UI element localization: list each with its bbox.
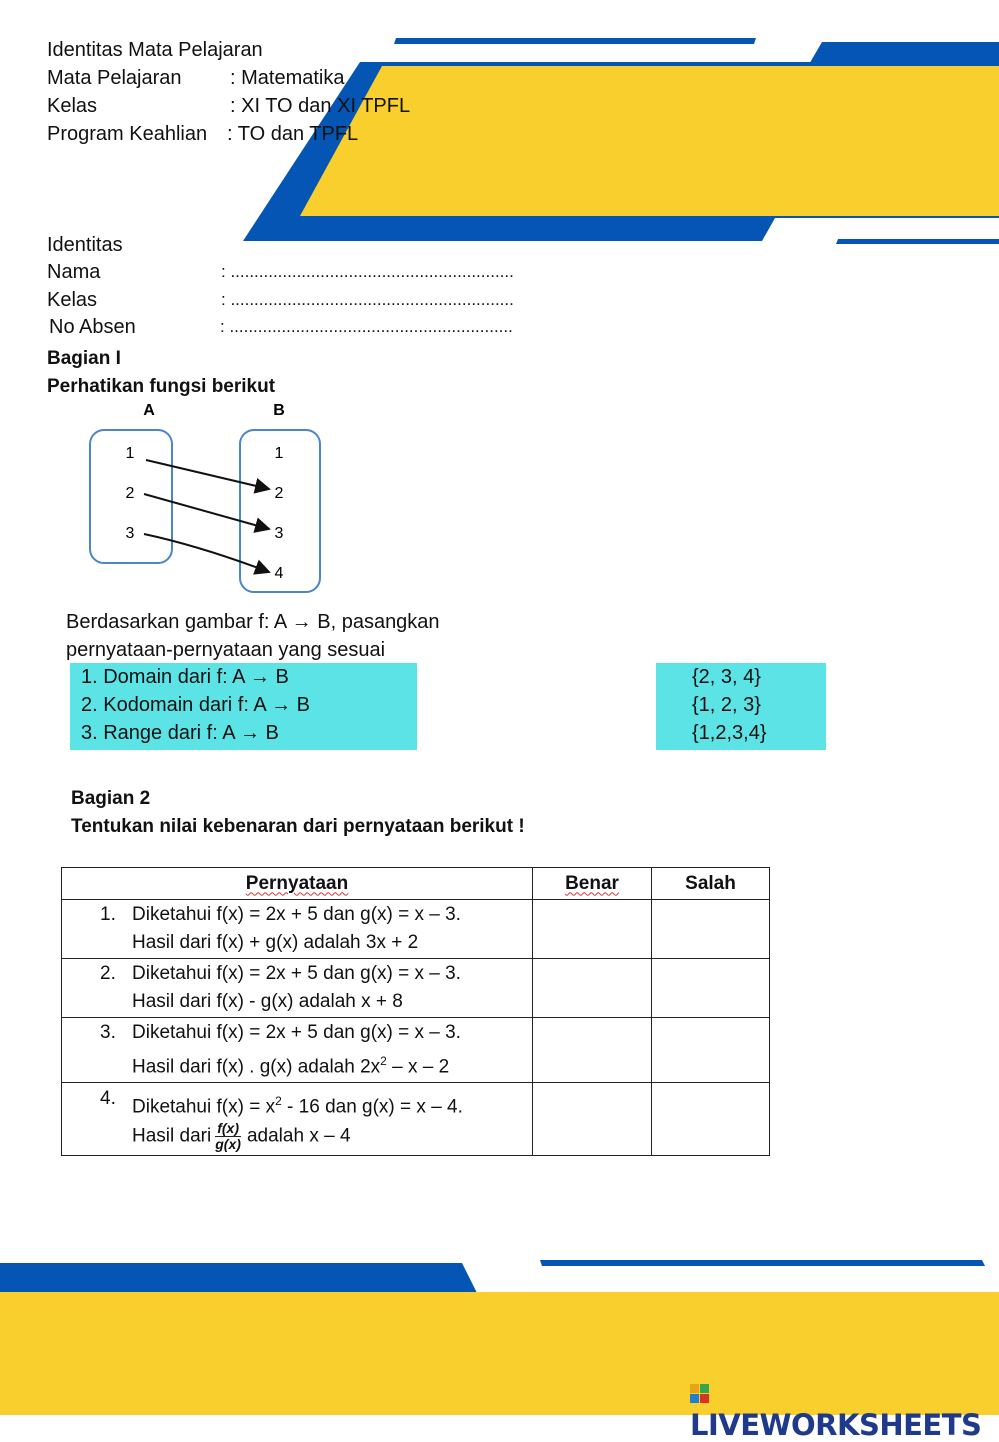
match-answer[interactable]: {1,2,3,4} [692, 722, 767, 744]
false-answer-cell[interactable] [652, 900, 770, 959]
student-class-label: Kelas [47, 289, 98, 311]
table-row [62, 1018, 770, 1083]
match-statement[interactable]: 3. Range dari f: A → B [81, 722, 279, 744]
statement-cell: 4. Diketahui $f(x) = x^2 - 16$ dan g(x) = x – 4. Hasil dari $\frac{f(x)}{g(x)}$ adalah x – 4 [62, 1083, 533, 1156]
match-answer[interactable]: {2, 3, 4} [692, 666, 761, 688]
instruction-line-2: pernyataan-pernyataan yang sesuai [66, 639, 386, 661]
class-label: Kelas [47, 95, 98, 117]
set-a-label: A [143, 402, 155, 419]
table-row [62, 1083, 770, 1156]
absence-number-label: No Absen [49, 316, 136, 338]
footer-blue-stripe [540, 1260, 985, 1266]
mapping-arrow [144, 494, 269, 529]
absence-number-field[interactable]: : ............................................................ [220, 317, 513, 336]
function-mapping-diagram [80, 396, 340, 596]
false-answer-cell[interactable] [652, 1083, 770, 1156]
false-answer-cell[interactable] [652, 1018, 770, 1083]
column-header-statement: Pernyataan [62, 868, 533, 900]
student-identity-heading: Identitas [47, 234, 123, 256]
truth-table [61, 867, 770, 1156]
part1-title: Bagian I [47, 348, 121, 369]
footer-blue-block [0, 1263, 477, 1293]
program-label: Program Keahlian [47, 123, 208, 145]
statement-cell: 2. Diketahui f(x) = 2x + 5 dan g(x) = x – 3. Hasil dari f(x) - g(x) adalah x + 8 [62, 959, 533, 1018]
fraction: $\frac{f(x)}{g(x)}$ [215, 1119, 241, 1152]
statement-cell: 1. Diketahui f(x) = 2x + 5 dan g(x) = x – 3. Hasil dari f(x) + g(x) adalah 3x + 2 [62, 900, 533, 959]
set-b-label: B [273, 402, 285, 419]
match-answer[interactable]: {1, 2, 3} [692, 694, 761, 716]
subject-value: : Matematika [230, 67, 345, 89]
part2-title: Bagian 2 [71, 788, 151, 809]
yellow-parallelogram [300, 66, 999, 216]
class-value: : XI TO dan XI TPFL [230, 95, 411, 117]
set-b-element: 3 [274, 525, 284, 542]
match-statement[interactable]: 1. Domain dari f: A → B [81, 666, 289, 688]
set-a-element: 3 [125, 525, 135, 542]
part2-subtitle: Tentukan nilai kebenaran dari pernyataan berikut ! [71, 816, 525, 837]
program-value: : TO dan TPFL [227, 123, 359, 145]
true-answer-cell[interactable] [533, 959, 652, 1018]
table-row [62, 900, 770, 959]
subject-identity-heading: Identitas Mata Pelajaran [47, 39, 263, 61]
true-answer-cell[interactable] [533, 1018, 652, 1083]
logo-text: LIVEWORKSHEETS [690, 1408, 982, 1442]
statement-cell: 3. Diketahui f(x) = 2x + 5 dan g(x) = x – 3. Hasil dari f(x) . g(x) adalah $2x^2$ – x – 2 [62, 1018, 533, 1083]
mapping-arrow [144, 534, 269, 572]
false-answer-cell[interactable] [652, 959, 770, 1018]
instruction-line-1: Berdasarkan gambar f: A → B, pasangkan [66, 611, 440, 633]
table-row [62, 959, 770, 1018]
set-b-element: 4 [274, 565, 284, 582]
blue-stripe-top [394, 38, 756, 44]
part1-subtitle: Perhatikan fungsi berikut [47, 376, 276, 397]
column-header-true: Benar [533, 868, 652, 900]
true-answer-cell[interactable] [533, 900, 652, 959]
name-field[interactable]: : ............................................................ [221, 262, 514, 281]
subject-label: Mata Pelajaran [47, 67, 182, 89]
liveworksheets-logo [690, 1374, 999, 1442]
true-answer-cell[interactable] [533, 1083, 652, 1156]
logo-mark-icon [690, 1384, 709, 1403]
table-header-row [62, 868, 770, 900]
set-a-element: 2 [125, 485, 135, 502]
set-b-element: 2 [274, 485, 284, 502]
set-b-element: 1 [274, 445, 284, 462]
set-a-element: 1 [125, 445, 135, 462]
blue-stripe-right [836, 239, 999, 244]
column-header-false: Salah [652, 868, 770, 900]
match-statement[interactable]: 2. Kodomain dari f: A → B [81, 694, 311, 716]
name-label: Nama [47, 261, 101, 283]
student-class-field[interactable]: : ............................................................ [221, 290, 514, 309]
mapping-arrow [146, 460, 269, 489]
